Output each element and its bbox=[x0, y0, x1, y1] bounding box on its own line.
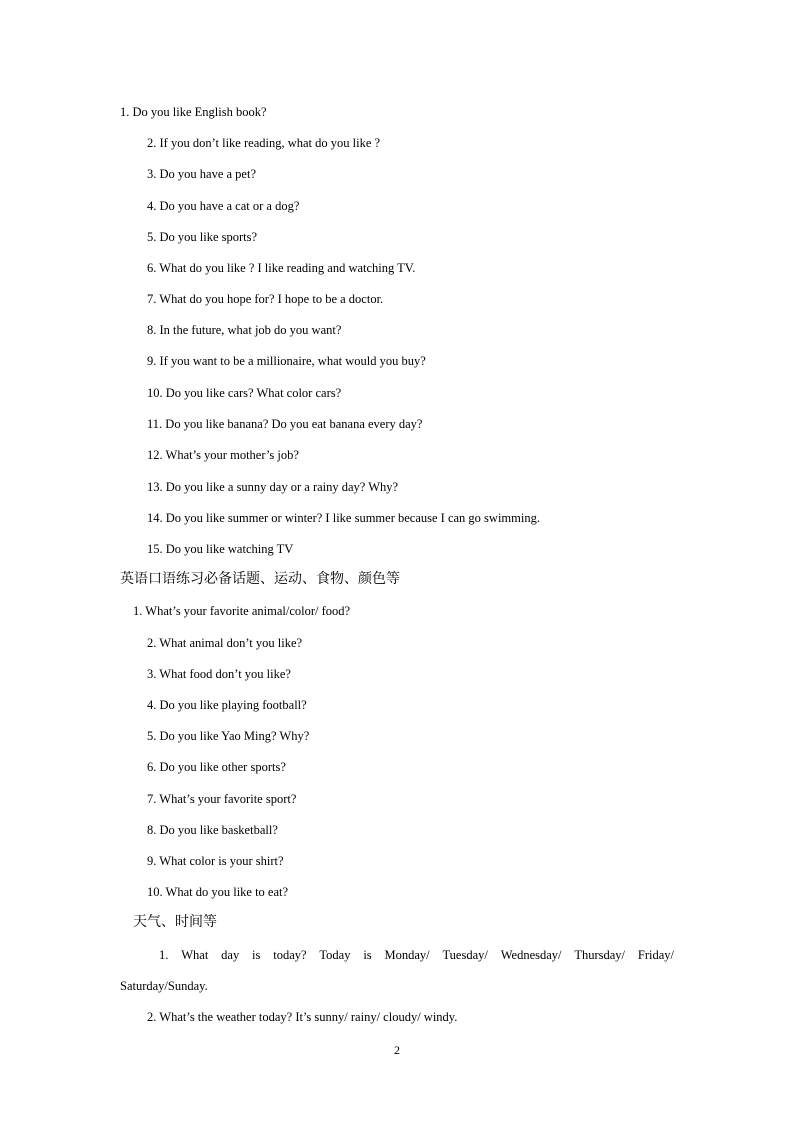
word: Monday/ bbox=[384, 948, 430, 962]
question-line: 8. In the future, what job do you want? bbox=[147, 323, 342, 337]
question-line: 7. What’s your favorite sport? bbox=[147, 792, 297, 806]
question-line: 9. What color is your shirt? bbox=[147, 854, 284, 868]
question-line: 4. Do you like playing football? bbox=[147, 698, 307, 712]
word: Friday/ bbox=[637, 948, 674, 962]
section-heading: 天气、时间等 bbox=[133, 914, 217, 930]
question-line: 8. Do you like basketball? bbox=[147, 823, 278, 837]
question-line: 2. What’s the weather today? It’s sunny/ rainy/ cloudy/ windy. bbox=[147, 1010, 458, 1024]
question-line: 6. Do you like other sports? bbox=[147, 760, 286, 774]
question-line: 10. What do you like to eat? bbox=[147, 885, 289, 899]
question-line: 7. What do you hope for? I hope to be a doctor. bbox=[147, 292, 384, 306]
word: Today bbox=[319, 948, 351, 962]
word: Thursday/ bbox=[574, 948, 626, 962]
word: is bbox=[363, 948, 372, 962]
page-number: 2 bbox=[394, 1043, 400, 1057]
word: 1. bbox=[159, 948, 169, 962]
question-line: 11. Do you like banana? Do you eat banana every day? bbox=[147, 417, 423, 431]
question-line: 2. If you don’t like reading, what do you like ? bbox=[147, 136, 381, 150]
word: day bbox=[221, 948, 240, 962]
question-line: 3. Do you have a pet? bbox=[147, 167, 256, 181]
question-line: 5. Do you like sports? bbox=[147, 230, 258, 244]
question-line: 1. Do you like English book? bbox=[120, 105, 267, 119]
question-line: 12. What’s your mother’s job? bbox=[147, 448, 299, 462]
question-line: 10. Do you like cars? What color cars? bbox=[147, 386, 342, 400]
question-line-justified bbox=[159, 947, 674, 963]
word: What bbox=[181, 948, 209, 962]
question-line: 3. What food don’t you like? bbox=[147, 667, 291, 681]
word: today? bbox=[273, 948, 307, 962]
word: Tuesday/ bbox=[442, 948, 488, 962]
question-line: 9. If you want to be a millionaire, what would you buy? bbox=[147, 354, 426, 368]
section-heading: 英语口语练习必备话题、运动、食物、颜色等 bbox=[120, 571, 400, 587]
question-line: 13. Do you like a sunny day or a rainy day? Why? bbox=[147, 480, 399, 494]
question-line: 2. What animal don’t you like? bbox=[147, 636, 303, 650]
question-line: 14. Do you like summer or winter? I like summer because I can go swimming. bbox=[147, 511, 540, 525]
question-line: 5. Do you like Yao Ming? Why? bbox=[147, 729, 310, 743]
word: Wednesday/ bbox=[500, 948, 562, 962]
question-line: 6. What do you like ? I like reading and watching TV. bbox=[147, 261, 416, 275]
question-line: 4. Do you have a cat or a dog? bbox=[147, 199, 300, 213]
question-line: 15. Do you like watching TV bbox=[147, 542, 294, 556]
question-line-continuation: Saturday/Sunday. bbox=[120, 979, 208, 993]
word: is bbox=[252, 948, 261, 962]
question-line: 1. What’s your favorite animal/color/ food? bbox=[133, 604, 351, 618]
